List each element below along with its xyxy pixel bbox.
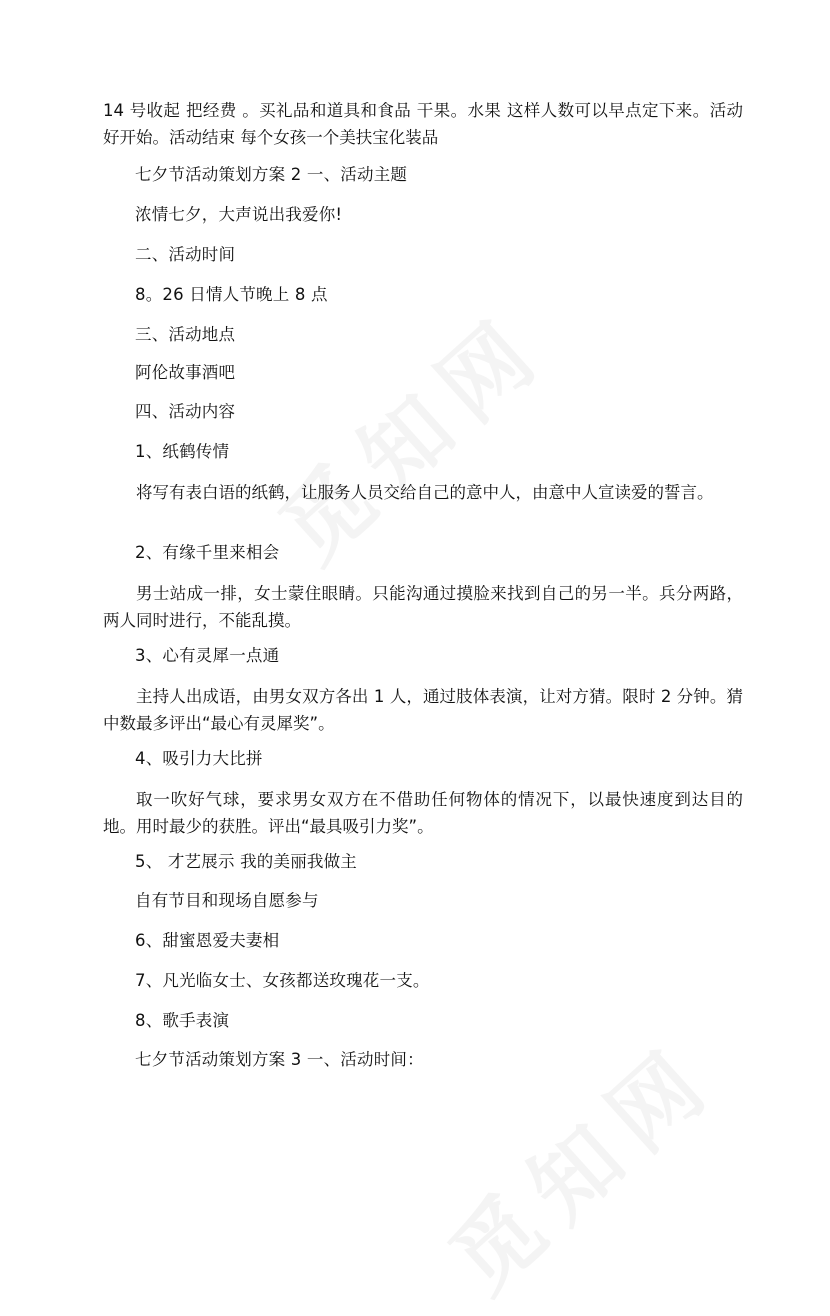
item-6-title: 6、甜蜜恩爱夫妻相: [135, 931, 280, 950]
item-8-title: 8、歌手表演: [135, 1011, 230, 1030]
item-7-title: 7、凡光临女士、女孩都送玫瑰花一支。: [135, 971, 430, 990]
item-4-title: 4、吸引力大比拼: [135, 749, 263, 768]
item-3-title: 3、心有灵犀一点通: [135, 646, 280, 665]
section-heading-plan2: 七夕节活动策划方案 2 一、活动主题: [135, 165, 408, 184]
heading-activity-time: 二、活动时间: [135, 245, 236, 264]
item-1-description: 将写有表白语的纸鹤，让服务人员交给自己的意中人，由意中人宣读爱的誓言。: [136, 483, 714, 502]
section-heading-plan3: 七夕节活动策划方案 3 一、活动时间：: [135, 1050, 424, 1069]
heading-activity-place: 三、活动地点: [135, 325, 236, 344]
item-4-description: 取一吹好气球，要求男女双方在不借助任何物体的情况下，以最快速度到达目的地。用时最少的获胜。评出“最具吸引力奖”。: [103, 790, 743, 836]
item-5-description: 自有节目和现场自愿参与: [135, 891, 319, 910]
heading-activity-content: 四、活动内容: [135, 402, 236, 421]
item-5-title: 5、 才艺展示 我的美丽我做主: [135, 852, 357, 871]
item-1-title: 1、纸鹤传情: [135, 442, 230, 461]
item-2-description: 男士站成一排，女士蒙住眼睛。只能沟通过摸脸来找到自己的另一半。兵分两路，两人同时进行，不能乱摸。: [103, 584, 743, 630]
activity-time-text: 8。26 日情人节晚上 8 点: [135, 285, 328, 304]
theme-text: 浓情七夕，大声说出我爱你!: [135, 205, 343, 224]
item-2-title: 2、有缘千里来相会: [135, 543, 280, 562]
activity-place-text: 阿伦故事酒吧: [135, 363, 236, 382]
paragraph-intro: 14 号收起 把经费 。买礼品和道具和食品 干果。水果 这样人数可以早点定下来。活动好开始。活动结束 每个女孩一个美扶宝化装品: [103, 101, 743, 147]
item-3-description: 主持人出成语，由男女双方各出 1 人，通过肢体表演，让对方猜。限时 2 分钟。猜中数最多评出“最心有灵犀奖”。: [103, 687, 743, 733]
